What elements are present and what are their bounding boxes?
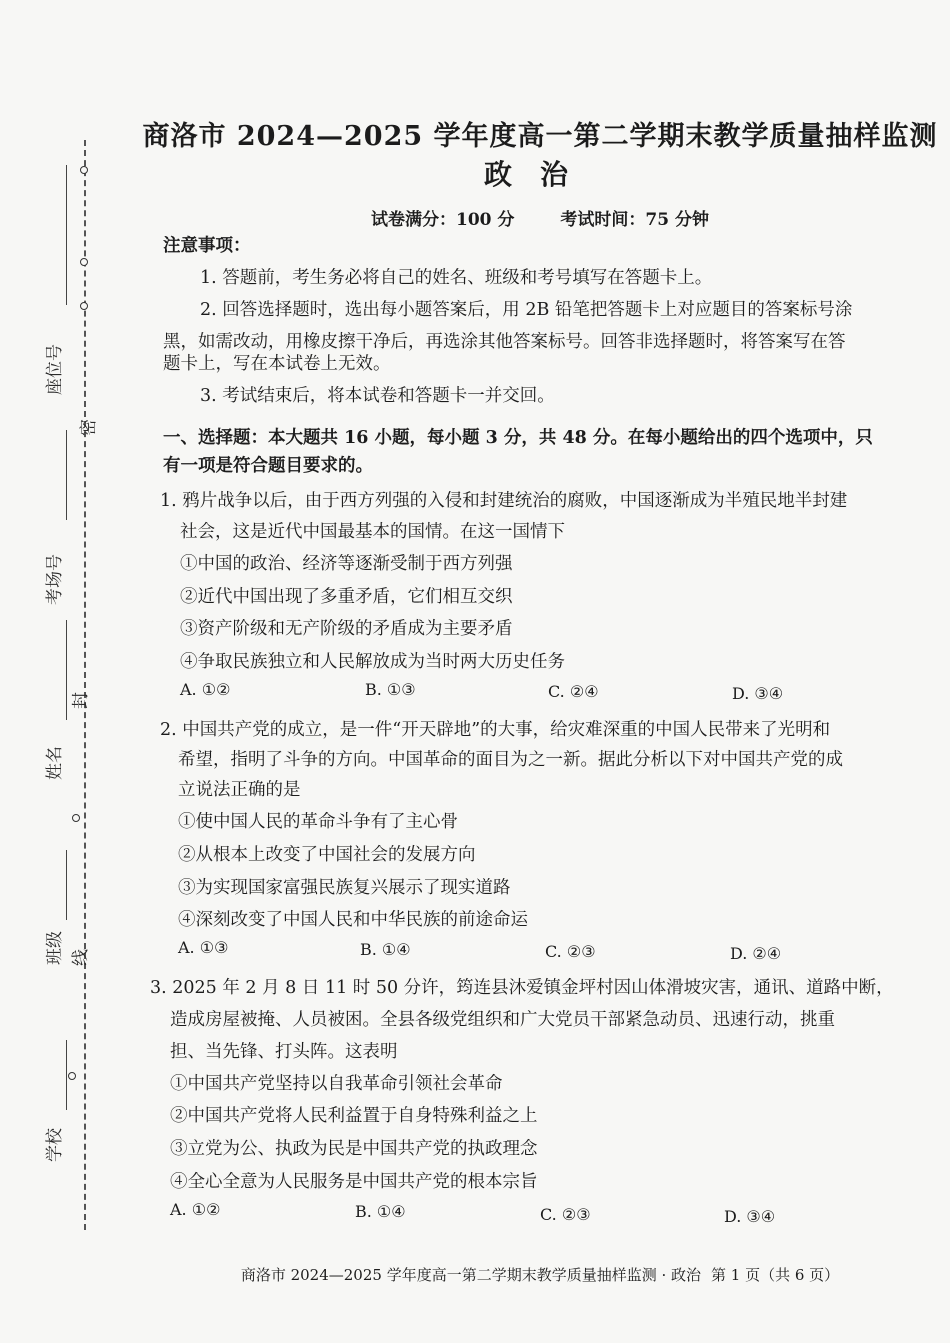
notes-heading: 注意事项： <box>163 236 251 256</box>
question-item: ②中国共产党将人民利益置于自身特殊利益之上 <box>170 1106 538 1126</box>
page-footer <box>160 1264 920 1285</box>
notes-line: 2. 回答选择题时，选出每小题答案后，用 2B 铅笔把答题卡上对应题目的答案标号涂 <box>200 300 853 320</box>
footer-text: 商洛市 2024—2025 学年度高一第二学期末教学质量抽样监测 · 政治 <box>240 1266 702 1284</box>
option-a: A. ①② <box>170 1200 221 1219</box>
page-number: 第 1 页（共 6 页） <box>711 1266 840 1284</box>
question-item: ④争取民族独立和人民解放成为当时两大历史任务 <box>180 652 565 672</box>
question-item: ③立党为公、执政为民是中国共产党的执政理念 <box>170 1139 538 1159</box>
section-heading: 一、选择题：本大题共 16 小题，每小题 3 分，共 48 分。在每小题给出的四个选项中，只 <box>163 428 873 448</box>
question-stem: 1. 鸦片战争以后，由于西方列强的入侵和封建统治的腐败，中国逐渐成为半殖民地半封建 <box>160 491 848 511</box>
notes-line: 题卡上，写在本试卷上无效。 <box>163 354 391 374</box>
question-stem: 担、当先锋、打头阵。这表明 <box>170 1042 398 1062</box>
question-item: ①使中国人民的革命斗争有了主心骨 <box>178 812 458 832</box>
option-c: C. ②④ <box>548 682 599 701</box>
question-item: ①中国的政治、经济等逐渐受制于西方列强 <box>180 554 513 574</box>
class-label: 班级 <box>45 931 65 965</box>
question-stem: 2. 中国共产党的成立，是一件“开天辟地”的大事，给灾难深重的中国人民带来了光明和 <box>160 720 831 740</box>
option-a: A. ①② <box>180 680 231 699</box>
exam-meta <box>130 205 950 230</box>
seat-fill-line <box>66 165 67 305</box>
seal-char-mi: 密 <box>79 419 99 436</box>
class-fill-line <box>66 850 67 920</box>
school-label: 学校 <box>45 1128 65 1162</box>
section-heading: 有一项是符合题目要求的。 <box>163 456 373 476</box>
binding-hole <box>68 1072 76 1080</box>
school-fill-line <box>66 1040 67 1110</box>
option-c: C. ②③ <box>545 942 596 961</box>
option-a: A. ①③ <box>178 938 229 957</box>
option-b: B. ①③ <box>365 680 416 699</box>
option-b: B. ①④ <box>360 940 411 959</box>
option-d: D. ②④ <box>730 944 782 963</box>
binding-margin <box>0 0 110 1343</box>
question-item: ①中国共产党坚持以自我革命引领社会革命 <box>170 1074 503 1094</box>
seal-char-feng: 封 <box>71 692 91 709</box>
exam-time: 考试时间：75 分钟 <box>560 210 709 230</box>
notes-line: 3. 考试结束后，将本试卷和答题卡一并交回。 <box>200 386 555 406</box>
question-item: ③资产阶级和无产阶级的矛盾成为主要矛盾 <box>180 619 513 639</box>
binding-hole <box>72 814 80 822</box>
question-item: ②从根本上改变了中国社会的发展方向 <box>178 845 476 865</box>
notes-line: 黑，如需改动，用橡皮擦干净后，再选涂其他答案标号。回答非选择题时，将答案写在答 <box>163 332 846 352</box>
question-stem: 造成房屋被掩、人员被困。全县各级党组织和广大党员干部紧急动员、迅速行动，挑重 <box>170 1010 835 1030</box>
full-score: 试卷满分：100 分 <box>371 210 515 230</box>
exam-title: 商洛市 2024—2025 学年度高一第二学期末教学质量抽样监测 <box>142 121 938 152</box>
exam-subject: 政治 <box>483 158 596 191</box>
question-stem: 立说法正确的是 <box>178 780 301 800</box>
notes-line: 1. 答题前，考生务必将自己的姓名、班级和考号填写在答题卡上。 <box>200 268 713 288</box>
binding-hole <box>80 302 88 310</box>
option-d: D. ③④ <box>732 684 784 703</box>
question-item: ③为实现国家富强民族复兴展示了现实道路 <box>178 878 511 898</box>
question-item: ④全心全意为人民服务是中国共产党的根本宗旨 <box>170 1172 538 1192</box>
seal-char-xian: 线 <box>71 949 91 966</box>
binding-hole <box>80 258 88 266</box>
seat-number-label: 座位号 <box>45 344 65 395</box>
question-stem: 希望，指明了斗争的方向。中国革命的面目为之一新。据此分析以下对中国共产党的成 <box>178 750 843 770</box>
question-item: ②近代中国出现了多重矛盾，它们相互交织 <box>180 587 513 607</box>
exam-room-fill-line <box>66 430 67 520</box>
exam-room-label: 考场号 <box>45 554 65 605</box>
question-stem: 社会，这是近代中国最基本的国情。在这一国情下 <box>180 522 565 542</box>
name-label: 姓名 <box>45 746 65 780</box>
option-b: B. ①④ <box>355 1202 406 1221</box>
question-item: ④深刻改变了中国人民和中华民族的前途命运 <box>178 910 528 930</box>
binding-hole <box>80 166 88 174</box>
question-stem: 3. 2025 年 2 月 8 日 11 时 50 分许，筠连县沐爱镇金坪村因山体滑坡灾害，通讯、道路中断， <box>150 978 894 998</box>
option-d: D. ③④ <box>724 1207 776 1226</box>
option-c: C. ②③ <box>540 1205 591 1224</box>
